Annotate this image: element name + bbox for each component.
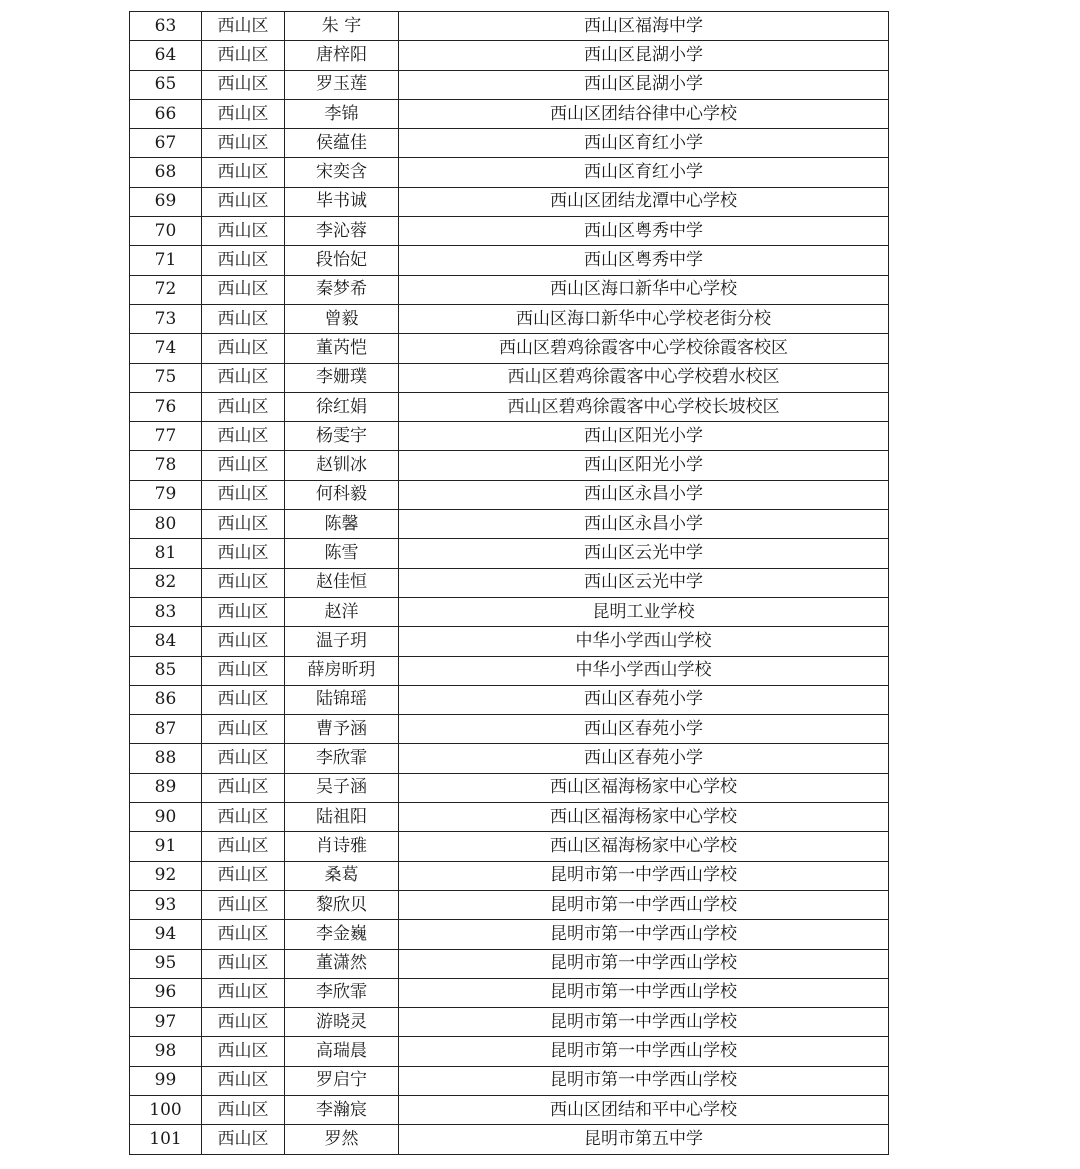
student-name-cell: 毕书诚 — [285, 187, 399, 216]
table-row — [130, 304, 889, 333]
row-number-cell: 83 — [130, 597, 202, 626]
district-cell: 西山区 — [202, 978, 285, 1007]
school-name-cell: 西山区团结谷律中心学校 — [399, 99, 889, 128]
student-name-cell: 游晓灵 — [285, 1008, 399, 1037]
student-name-cell: 罗玉莲 — [285, 70, 399, 99]
student-name-cell: 温子玥 — [285, 627, 399, 656]
district-cell: 西山区 — [202, 656, 285, 685]
row-number-cell: 81 — [130, 539, 202, 568]
table-row — [130, 187, 889, 216]
district-cell: 西山区 — [202, 949, 285, 978]
school-name-cell: 昆明市第一中学西山学校 — [399, 1037, 889, 1066]
student-name-cell: 何科毅 — [285, 480, 399, 509]
school-name-cell: 昆明市第一中学西山学校 — [399, 861, 889, 890]
row-number-cell: 69 — [130, 187, 202, 216]
student-name-cell: 李姗璞 — [285, 363, 399, 392]
row-number-cell: 101 — [130, 1125, 202, 1154]
school-name-cell: 昆明市第五中学 — [399, 1125, 889, 1154]
school-name-cell: 西山区福海中学 — [399, 12, 889, 41]
student-name-cell: 赵钏冰 — [285, 451, 399, 480]
table-row — [130, 597, 889, 626]
district-cell: 西山区 — [202, 568, 285, 597]
district-cell: 西山区 — [202, 12, 285, 41]
row-number-cell: 67 — [130, 129, 202, 158]
student-name-cell: 李欣霏 — [285, 978, 399, 1007]
district-cell: 西山区 — [202, 422, 285, 451]
district-cell: 西山区 — [202, 480, 285, 509]
student-name-cell: 李瀚宸 — [285, 1095, 399, 1124]
row-number-cell: 93 — [130, 890, 202, 919]
student-name-cell: 唐梓阳 — [285, 41, 399, 70]
district-cell: 西山区 — [202, 539, 285, 568]
student-name-cell: 侯蕴佳 — [285, 129, 399, 158]
school-name-cell: 西山区春苑小学 — [399, 685, 889, 714]
table-row — [130, 275, 889, 304]
row-number-cell: 78 — [130, 451, 202, 480]
table-row — [130, 832, 889, 861]
row-number-cell: 71 — [130, 246, 202, 275]
table-row — [130, 773, 889, 802]
row-number-cell: 66 — [130, 99, 202, 128]
row-number-cell: 64 — [130, 41, 202, 70]
district-cell: 西山区 — [202, 304, 285, 333]
district-cell: 西山区 — [202, 890, 285, 919]
district-cell: 西山区 — [202, 217, 285, 246]
table-row — [130, 539, 889, 568]
student-name-cell: 高瑞晨 — [285, 1037, 399, 1066]
table-row — [130, 480, 889, 509]
student-name-cell: 罗启宁 — [285, 1066, 399, 1095]
student-name-cell: 陈雪 — [285, 539, 399, 568]
student-name-cell: 桑葛 — [285, 861, 399, 890]
table-row — [130, 217, 889, 246]
school-name-cell: 昆明市第一中学西山学校 — [399, 949, 889, 978]
school-name-cell: 西山区昆湖小学 — [399, 70, 889, 99]
district-cell: 西山区 — [202, 246, 285, 275]
school-name-cell: 昆明市第一中学西山学校 — [399, 920, 889, 949]
table-row — [130, 978, 889, 1007]
table-row — [130, 1095, 889, 1124]
table-row — [130, 1008, 889, 1037]
district-cell: 西山区 — [202, 510, 285, 539]
student-name-cell: 曹予涵 — [285, 715, 399, 744]
student-name-cell: 宋奕含 — [285, 158, 399, 187]
table-row — [130, 246, 889, 275]
school-name-cell: 西山区碧鸡徐霞客中心学校长坡校区 — [399, 392, 889, 421]
row-number-cell: 92 — [130, 861, 202, 890]
school-name-cell: 西山区阳光小学 — [399, 451, 889, 480]
school-name-cell: 西山区碧鸡徐霞客中心学校徐霞客校区 — [399, 334, 889, 363]
roster-table-body — [130, 12, 889, 1155]
school-name-cell: 西山区春苑小学 — [399, 715, 889, 744]
table-row — [130, 334, 889, 363]
table-row — [130, 12, 889, 41]
table-row — [130, 803, 889, 832]
student-name-cell: 李沁蓉 — [285, 217, 399, 246]
student-name-cell: 黎欣贝 — [285, 890, 399, 919]
student-name-cell: 秦梦希 — [285, 275, 399, 304]
school-name-cell: 昆明工业学校 — [399, 597, 889, 626]
table-row — [130, 363, 889, 392]
school-name-cell: 西山区育红小学 — [399, 158, 889, 187]
school-name-cell: 西山区育红小学 — [399, 129, 889, 158]
table-row — [130, 129, 889, 158]
row-number-cell: 74 — [130, 334, 202, 363]
row-number-cell: 85 — [130, 656, 202, 685]
table-row — [130, 685, 889, 714]
row-number-cell: 68 — [130, 158, 202, 187]
school-name-cell: 西山区永昌小学 — [399, 480, 889, 509]
school-name-cell: 西山区团结龙潭中心学校 — [399, 187, 889, 216]
student-name-cell: 李金巍 — [285, 920, 399, 949]
row-number-cell: 100 — [130, 1095, 202, 1124]
school-name-cell: 西山区福海杨家中心学校 — [399, 832, 889, 861]
table-row — [130, 1125, 889, 1154]
school-name-cell: 西山区海口新华中心学校老街分校 — [399, 304, 889, 333]
district-cell: 西山区 — [202, 99, 285, 128]
student-name-cell: 赵佳恒 — [285, 568, 399, 597]
table-row — [130, 715, 889, 744]
row-number-cell: 89 — [130, 773, 202, 802]
school-name-cell: 西山区粤秀中学 — [399, 217, 889, 246]
district-cell: 西山区 — [202, 187, 285, 216]
student-name-cell: 李锦 — [285, 99, 399, 128]
school-name-cell: 西山区团结和平中心学校 — [399, 1095, 889, 1124]
district-cell: 西山区 — [202, 275, 285, 304]
school-name-cell: 昆明市第一中学西山学校 — [399, 978, 889, 1007]
roster-table — [129, 11, 889, 1155]
school-name-cell: 西山区海口新华中心学校 — [399, 275, 889, 304]
school-name-cell: 西山区碧鸡徐霞客中心学校碧水校区 — [399, 363, 889, 392]
district-cell: 西山区 — [202, 70, 285, 99]
student-name-cell: 徐红娟 — [285, 392, 399, 421]
student-name-cell: 陆祖阳 — [285, 803, 399, 832]
row-number-cell: 76 — [130, 392, 202, 421]
district-cell: 西山区 — [202, 1095, 285, 1124]
student-name-cell: 陆锦瑶 — [285, 685, 399, 714]
row-number-cell: 98 — [130, 1037, 202, 1066]
student-name-cell: 罗然 — [285, 1125, 399, 1154]
student-name-cell: 段怡妃 — [285, 246, 399, 275]
school-name-cell: 西山区云光中学 — [399, 568, 889, 597]
district-cell: 西山区 — [202, 158, 285, 187]
school-name-cell: 中华小学西山学校 — [399, 627, 889, 656]
table-row — [130, 70, 889, 99]
school-name-cell: 西山区粤秀中学 — [399, 246, 889, 275]
district-cell: 西山区 — [202, 1037, 285, 1066]
school-name-cell: 昆明市第一中学西山学校 — [399, 1066, 889, 1095]
district-cell: 西山区 — [202, 685, 285, 714]
student-name-cell: 董芮恺 — [285, 334, 399, 363]
table-row — [130, 920, 889, 949]
row-number-cell: 99 — [130, 1066, 202, 1095]
row-number-cell: 72 — [130, 275, 202, 304]
district-cell: 西山区 — [202, 832, 285, 861]
school-name-cell: 西山区福海杨家中心学校 — [399, 773, 889, 802]
district-cell: 西山区 — [202, 363, 285, 392]
school-name-cell: 西山区昆湖小学 — [399, 41, 889, 70]
district-cell: 西山区 — [202, 715, 285, 744]
row-number-cell: 86 — [130, 685, 202, 714]
student-name-cell: 吴子涵 — [285, 773, 399, 802]
table-row — [130, 744, 889, 773]
student-name-cell: 朱 宇 — [285, 12, 399, 41]
student-name-cell: 薛房昕玥 — [285, 656, 399, 685]
table-row — [130, 656, 889, 685]
district-cell: 西山区 — [202, 920, 285, 949]
district-cell: 西山区 — [202, 627, 285, 656]
district-cell: 西山区 — [202, 392, 285, 421]
district-cell: 西山区 — [202, 451, 285, 480]
row-number-cell: 97 — [130, 1008, 202, 1037]
table-row — [130, 627, 889, 656]
district-cell: 西山区 — [202, 1125, 285, 1154]
row-number-cell: 73 — [130, 304, 202, 333]
table-row — [130, 861, 889, 890]
student-name-cell: 杨雯宇 — [285, 422, 399, 451]
student-name-cell: 曾毅 — [285, 304, 399, 333]
district-cell: 西山区 — [202, 861, 285, 890]
student-name-cell: 赵洋 — [285, 597, 399, 626]
table-row — [130, 99, 889, 128]
row-number-cell: 82 — [130, 568, 202, 597]
school-name-cell: 中华小学西山学校 — [399, 656, 889, 685]
roster-sheet — [129, 11, 888, 1155]
table-row — [130, 949, 889, 978]
school-name-cell: 西山区云光中学 — [399, 539, 889, 568]
row-number-cell: 80 — [130, 510, 202, 539]
row-number-cell: 95 — [130, 949, 202, 978]
table-row — [130, 510, 889, 539]
table-row — [130, 451, 889, 480]
district-cell: 西山区 — [202, 597, 285, 626]
table-row — [130, 422, 889, 451]
row-number-cell: 77 — [130, 422, 202, 451]
district-cell: 西山区 — [202, 744, 285, 773]
district-cell: 西山区 — [202, 1008, 285, 1037]
row-number-cell: 75 — [130, 363, 202, 392]
student-name-cell: 李欣霏 — [285, 744, 399, 773]
table-row — [130, 158, 889, 187]
district-cell: 西山区 — [202, 129, 285, 158]
row-number-cell: 96 — [130, 978, 202, 1007]
school-name-cell: 西山区永昌小学 — [399, 510, 889, 539]
school-name-cell: 西山区福海杨家中心学校 — [399, 803, 889, 832]
row-number-cell: 91 — [130, 832, 202, 861]
student-name-cell: 陈馨 — [285, 510, 399, 539]
school-name-cell: 昆明市第一中学西山学校 — [399, 890, 889, 919]
row-number-cell: 79 — [130, 480, 202, 509]
district-cell: 西山区 — [202, 803, 285, 832]
table-row — [130, 392, 889, 421]
district-cell: 西山区 — [202, 41, 285, 70]
row-number-cell: 84 — [130, 627, 202, 656]
school-name-cell: 昆明市第一中学西山学校 — [399, 1008, 889, 1037]
school-name-cell: 西山区春苑小学 — [399, 744, 889, 773]
row-number-cell: 63 — [130, 12, 202, 41]
row-number-cell: 70 — [130, 217, 202, 246]
table-row — [130, 1037, 889, 1066]
row-number-cell: 90 — [130, 803, 202, 832]
district-cell: 西山区 — [202, 773, 285, 802]
row-number-cell: 88 — [130, 744, 202, 773]
table-row — [130, 568, 889, 597]
district-cell: 西山区 — [202, 1066, 285, 1095]
district-cell: 西山区 — [202, 334, 285, 363]
student-name-cell: 董潇然 — [285, 949, 399, 978]
row-number-cell: 87 — [130, 715, 202, 744]
table-row — [130, 41, 889, 70]
table-row — [130, 1066, 889, 1095]
school-name-cell: 西山区阳光小学 — [399, 422, 889, 451]
row-number-cell: 94 — [130, 920, 202, 949]
row-number-cell: 65 — [130, 70, 202, 99]
table-row — [130, 890, 889, 919]
student-name-cell: 肖诗雅 — [285, 832, 399, 861]
